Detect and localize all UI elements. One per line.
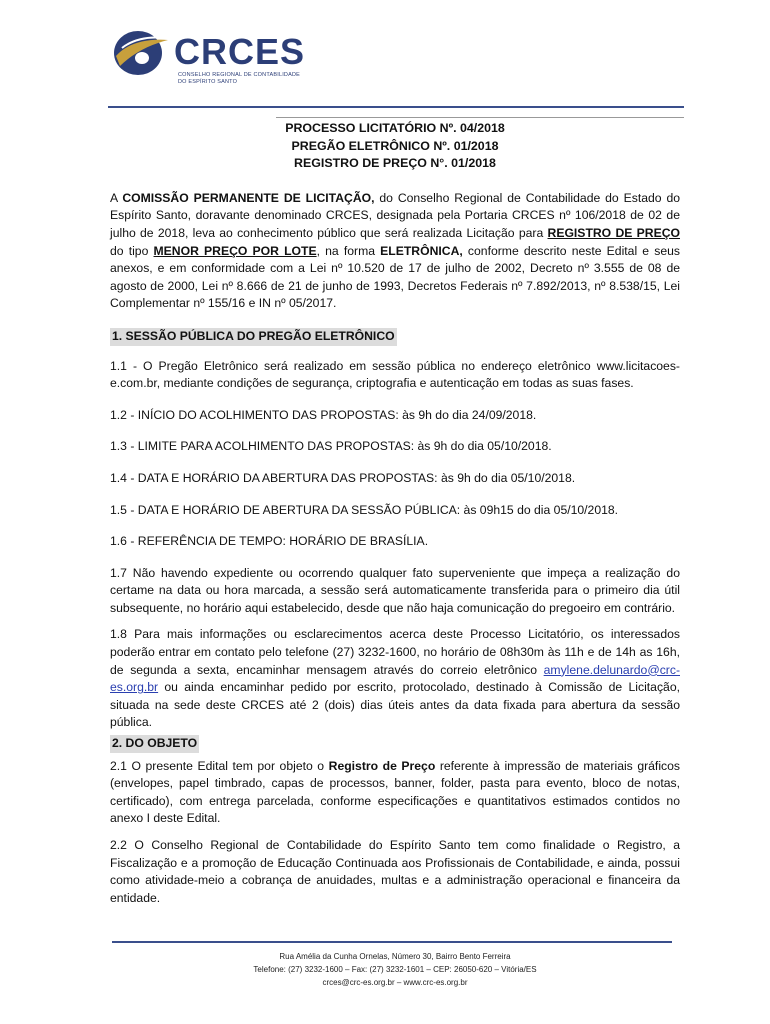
header-divider (108, 106, 684, 108)
paragraph-1-2: 1.2 - INÍCIO DO ACOLHIMENTO DAS PROPOSTAS: às 9h do dia 24/09/2018. (110, 407, 537, 422)
page-footer (110, 950, 680, 990)
paragraph-2-1: 2.1 O presente Edital tem por objeto o Registro de Preço referente à impressão de materiais gráficos (envelopes, papel timbrado, capas de processos, banner, folder, pasta para evento, bloco de notas, certificado), com entrega parcelada, conforme especificações e quantitativos estimados contidos no anexo I deste Edital. (110, 758, 680, 826)
paragraph-1-8: 1.8 Para mais informações ou esclarecimentos acerca deste Processo Licitatório, os interessados poderão entrar em contato pelo telefone (27) 3232-1600, no horário de 08h30m às 11h e de 14h as 16h, de segunda a sexta, encaminhar mensagem através do correio eletrônico amylene.delunardo@crc-es.org.br ou ainda encaminhar pedido por escrito, protocolado, destinado à Comissão de Licitação, situada na sede deste CRCES até 2 (dois) dias úteis antes da data fixada para abertura da sessão pública. (110, 627, 680, 730)
footer-divider (112, 941, 672, 943)
section1-heading: 1. SESSÃO PÚBLICA DO PREGÃO ELETRÔNICO (110, 328, 397, 346)
title-processo: PROCESSO LICITATÓRIO Nº. 04/2018 (285, 121, 505, 135)
header-thin-divider (276, 117, 684, 118)
logo-subtitle-line1: CONSELHO REGIONAL DE CONTABILIDADE (178, 72, 301, 78)
logo-subtitle (178, 72, 300, 86)
intro-paragraph: A COMISSÃO PERMANENTE DE LICITAÇÃO, do Conselho Regional de Contabilidade do Estado do Espírito Santo, doravante denominado CRCES, designada pela Portaria CRCES nº 106/2018 de 02 de julho de 2018, leva ao conhecimento público que será realizada Licitação para REGISTRO DE PREÇO do tipo MENOR PREÇO POR LOTE, na forma ELETRÔNICA, conforme descrito neste Edital e seus anexos, e em conformidade com a Lei nº 10.520 de 17 de julho de 2002, Decreto nº 3.555 de 08 de agosto de 2000, Lei nº 8.666 de 21 de junho de 1993, Decretos Federais nº 7.892/2013, nº 8.538/15, Lei Complementar nº 155/16 e IN nº 05/2017. (110, 190, 680, 311)
paragraph-1-7: 1.7 Não havendo expediente ou ocorrendo qualquer fato superveniente que impeça a realização do certame na data ou hora marcada, a sessão será automaticamente transferida para o primeiro dia útil subsequente, no horário aqui estabelecido, desde que não haja comunicação do pregoeiro em contrário. (110, 565, 680, 615)
contact-email-link[interactable]: amylene.delunardo@crc-es.org.br (110, 662, 680, 695)
crces-emblem-icon (112, 26, 170, 78)
footer-address: Rua Amélia da Cunha Ornelas, Número 30, Bairro Bento Ferreira (279, 952, 511, 961)
paragraph-1-6: 1.6 - REFERÊNCIA DE TEMPO: HORÁRIO DE BRASÍLIA. (110, 534, 429, 549)
paragraph-2-2: 2.2 O Conselho Regional de Contabilidade do Espírito Santo tem como finalidade o Registro, a Fiscalização e a promoção de Educação Continuada aos Profissionais de Contabilidade, e ainda, possui como atividade-meio a cobrança de anuidades, multas e a administração operacional e financeira da entidade. (110, 838, 680, 905)
section2-heading: 2. DO OBJETO (110, 735, 199, 753)
paragraph-1-1: 1.1 - O Pregão Eletrônico será realizado em sessão pública no endereço eletrônico www.licitacoes-e.com.br, mediante condições de segurança, criptografia e autenticação em todas as suas fases. (110, 358, 680, 391)
title-registro: REGISTRO DE PREÇO N°. 01/2018 (294, 156, 496, 171)
document-body (110, 120, 680, 907)
section2-heading-row (110, 735, 680, 753)
crces-logo (112, 26, 332, 90)
document-titles (110, 120, 680, 173)
logo-wordmark: CRCES (174, 31, 306, 72)
title-pregao: PREGÃO ELETRÔNICO Nº. 01/2018 (291, 138, 499, 153)
section1-heading-row (110, 328, 680, 346)
paragraph-1-5: 1.5 - DATA E HORÁRIO DE ABERTURA DA SESSÃO PÚBLICA: às 09h15 do dia 05/10/2018. (110, 502, 619, 517)
footer-phone: Telefone: (27) 3232-1600 – Fax: (27) 3232-1601 – CEP: 26050-620 – Vitória/ES (253, 965, 537, 975)
paragraph-1-3: 1.3 - LIMITE PARA ACOLHIMENTO DAS PROPOSTAS: às 9h do dia 05/10/2018. (110, 439, 552, 454)
paragraph-1-4: 1.4 - DATA E HORÁRIO DA ABERTURA DAS PROPOSTAS: às 9h do dia 05/10/2018. (110, 470, 576, 485)
logo-subtitle-line2: DO ESPÍRITO SANTO (178, 79, 238, 85)
footer-contact: crces@crc-es.org.br – www.crc-es.org.br (322, 978, 468, 988)
